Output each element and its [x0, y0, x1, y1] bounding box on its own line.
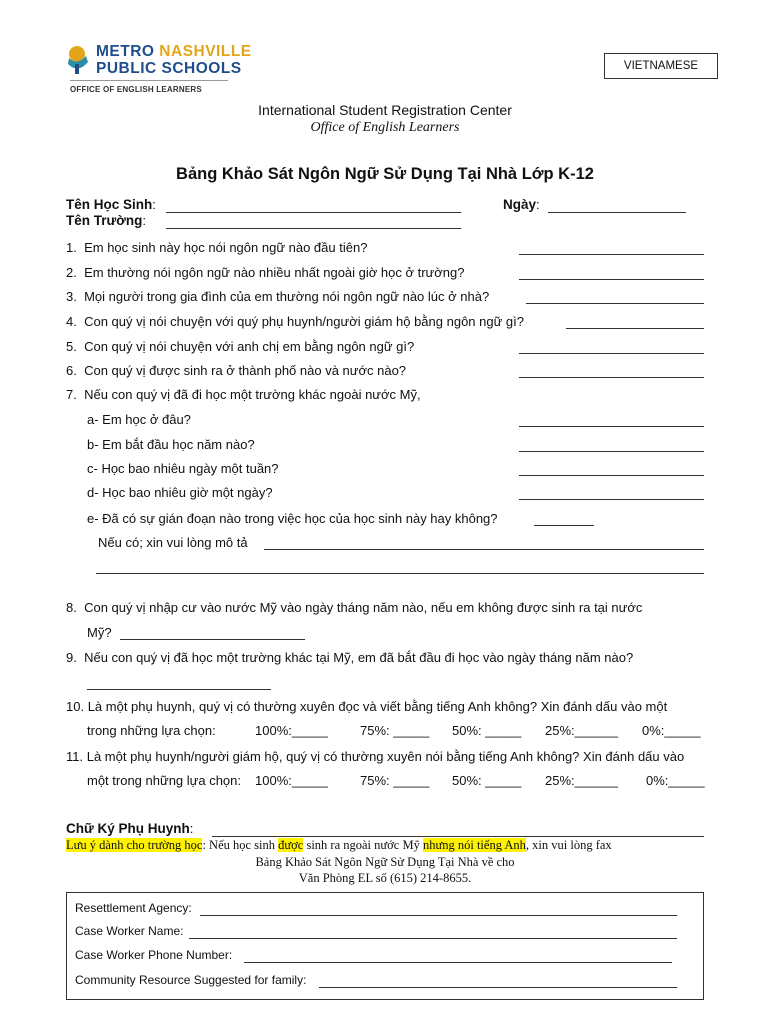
question-3: 3. Mọi người trong gia đình của em thường nói ngôn ngữ nào lúc ở nhà?	[66, 289, 490, 304]
question-6: 6. Con quý vị được sinh ra ở thành phố nào và nước nào?	[66, 363, 407, 378]
sub-question-a: a- Em học ở đâu?	[87, 412, 191, 427]
logo-text-line2: PUBLIC SCHOOLS	[96, 60, 242, 77]
question-1: 1. Em học sinh này học nói ngôn ngữ nào đầu tiên?	[66, 240, 368, 255]
case-worker-name-field: Case Worker Name:	[75, 924, 184, 938]
school-note: Lưu ý dành cho trường học: Nếu học sinh được sinh ra ngoài nước Mỹ nhưng nói tiếng Anh, xin vui lòng fax	[66, 838, 612, 852]
signature-input[interactable]	[212, 836, 704, 837]
question-8: 8. Con quý vị nhập cư vào nước Mỹ vào ngày tháng năm nào, nếu em không được sinh ra tại nước	[66, 600, 643, 615]
sub-question-c: c- Học bao nhiêu ngày một tuần?	[87, 461, 279, 476]
case-worker-phone-field: Case Worker Phone Number:	[75, 948, 233, 962]
case-worker-name-input[interactable]	[189, 938, 677, 939]
student-name-field: Tên Học Sinh:	[66, 197, 156, 212]
community-resource-field: Community Resource Suggested for family:	[75, 973, 307, 987]
logo-subtitle: OFFICE OF ENGLISH LEARNERS	[70, 85, 202, 94]
q11-option-50[interactable]: 50%: _____	[452, 773, 522, 788]
q10-option-0[interactable]: 0%:_____	[642, 723, 701, 738]
sub-question-b: b- Em bắt đầu học năm nào?	[87, 437, 255, 452]
language-box: VIETNAMESE	[604, 53, 718, 79]
office-name: Office of English Learners	[310, 120, 460, 135]
page-title: Bảng Khảo Sát Ngôn Ngữ Sử Dụng Tại Nhà Lớp K-12	[176, 165, 594, 183]
school-name-field: Tên Trường:	[66, 213, 146, 228]
answer-7d[interactable]	[519, 499, 704, 500]
sub-question-d: d- Học bao nhiêu giờ một ngày?	[87, 485, 273, 500]
q10-option-25[interactable]: 25%:______	[545, 723, 619, 738]
logo-divider	[70, 80, 228, 81]
answer-5[interactable]	[519, 353, 704, 354]
signature-label: Chữ Ký Phụ Huynh:	[66, 821, 194, 836]
question-8-line2: Mỹ?	[87, 625, 112, 640]
question-11: 11. Là một phụ huynh/người giám hộ, quý vị có thường xuyên nói bằng tiếng Anh không? Xin đánh dấu vào	[66, 749, 685, 764]
case-worker-phone-input[interactable]	[244, 962, 672, 963]
answer-6[interactable]	[519, 377, 704, 378]
school-note-line2: Bảng Khảo Sát Ngôn Ngữ Sử Dụng Tại Nhà về cho	[255, 855, 515, 869]
answer-8[interactable]	[120, 639, 305, 640]
date-input[interactable]	[548, 212, 686, 213]
describe-input-1[interactable]	[264, 549, 704, 550]
question-7: 7. Nếu con quý vị đã đi học một trường khác ngoài nước Mỹ,	[66, 387, 421, 402]
q10-option-50[interactable]: 50%: _____	[452, 723, 522, 738]
answer-7a[interactable]	[519, 426, 704, 427]
answer-9[interactable]	[87, 689, 271, 690]
sub-question-e: e- Đã có sự gián đoạn nào trong việc học của học sinh này hay không?	[87, 511, 498, 526]
question-11-line2: một trong những lựa chọn:	[87, 773, 241, 788]
describe-input-2[interactable]	[96, 573, 704, 574]
answer-3[interactable]	[526, 303, 704, 304]
school-logo-icon	[66, 44, 94, 76]
q11-option-75[interactable]: 75%: _____	[360, 773, 430, 788]
resettlement-agency-field: Resettlement Agency:	[75, 901, 192, 915]
question-9: 9. Nếu con quý vị đã học một trường khác tại Mỹ, em đã bắt đầu đi học vào ngày tháng năm nào?	[66, 650, 634, 665]
resettlement-agency-input[interactable]	[200, 915, 677, 916]
q10-option-75[interactable]: 75%: _____	[360, 723, 430, 738]
center-name: International Student Registration Center	[258, 102, 512, 118]
question-2: 2. Em thường nói ngôn ngữ nào nhiều nhất ngoài giờ học ở trường?	[66, 265, 465, 280]
question-5: 5. Con quý vị nói chuyện với anh chị em bằng ngôn ngữ gì?	[66, 339, 415, 354]
answer-7b[interactable]	[519, 451, 704, 452]
school-note-line3: Văn Phòng EL số (615) 214-8655.	[298, 871, 472, 885]
answer-7e[interactable]	[534, 525, 594, 526]
school-name-input[interactable]	[166, 228, 461, 229]
q11-option-25[interactable]: 25%:______	[545, 773, 619, 788]
answer-2[interactable]	[519, 279, 704, 280]
date-field: Ngày:	[503, 197, 540, 212]
q10-option-100[interactable]: 100%:_____	[255, 723, 329, 738]
question-10-line2: trong những lựa chọn:	[87, 723, 216, 738]
logo-text-line1: METRO NASHVILLE	[96, 43, 252, 60]
q11-option-0[interactable]: 0%:_____	[646, 773, 705, 788]
answer-7c[interactable]	[519, 475, 704, 476]
community-resource-input[interactable]	[319, 987, 677, 988]
question-4: 4. Con quý vị nói chuyện với quý phụ huynh/người giám hộ bằng ngôn ngữ gì?	[66, 314, 524, 329]
describe-label: Nếu có; xin vui lòng mô tả	[98, 535, 248, 550]
answer-1[interactable]	[519, 254, 704, 255]
answer-4[interactable]	[566, 328, 704, 329]
student-name-input[interactable]	[166, 212, 461, 213]
q11-option-100[interactable]: 100%:_____	[255, 773, 329, 788]
agency-box	[66, 892, 704, 1000]
question-10: 10. Là một phụ huynh, quý vị có thường xuyên đọc và viết bằng tiếng Anh không? Xin đánh dấu vào một	[66, 699, 668, 714]
